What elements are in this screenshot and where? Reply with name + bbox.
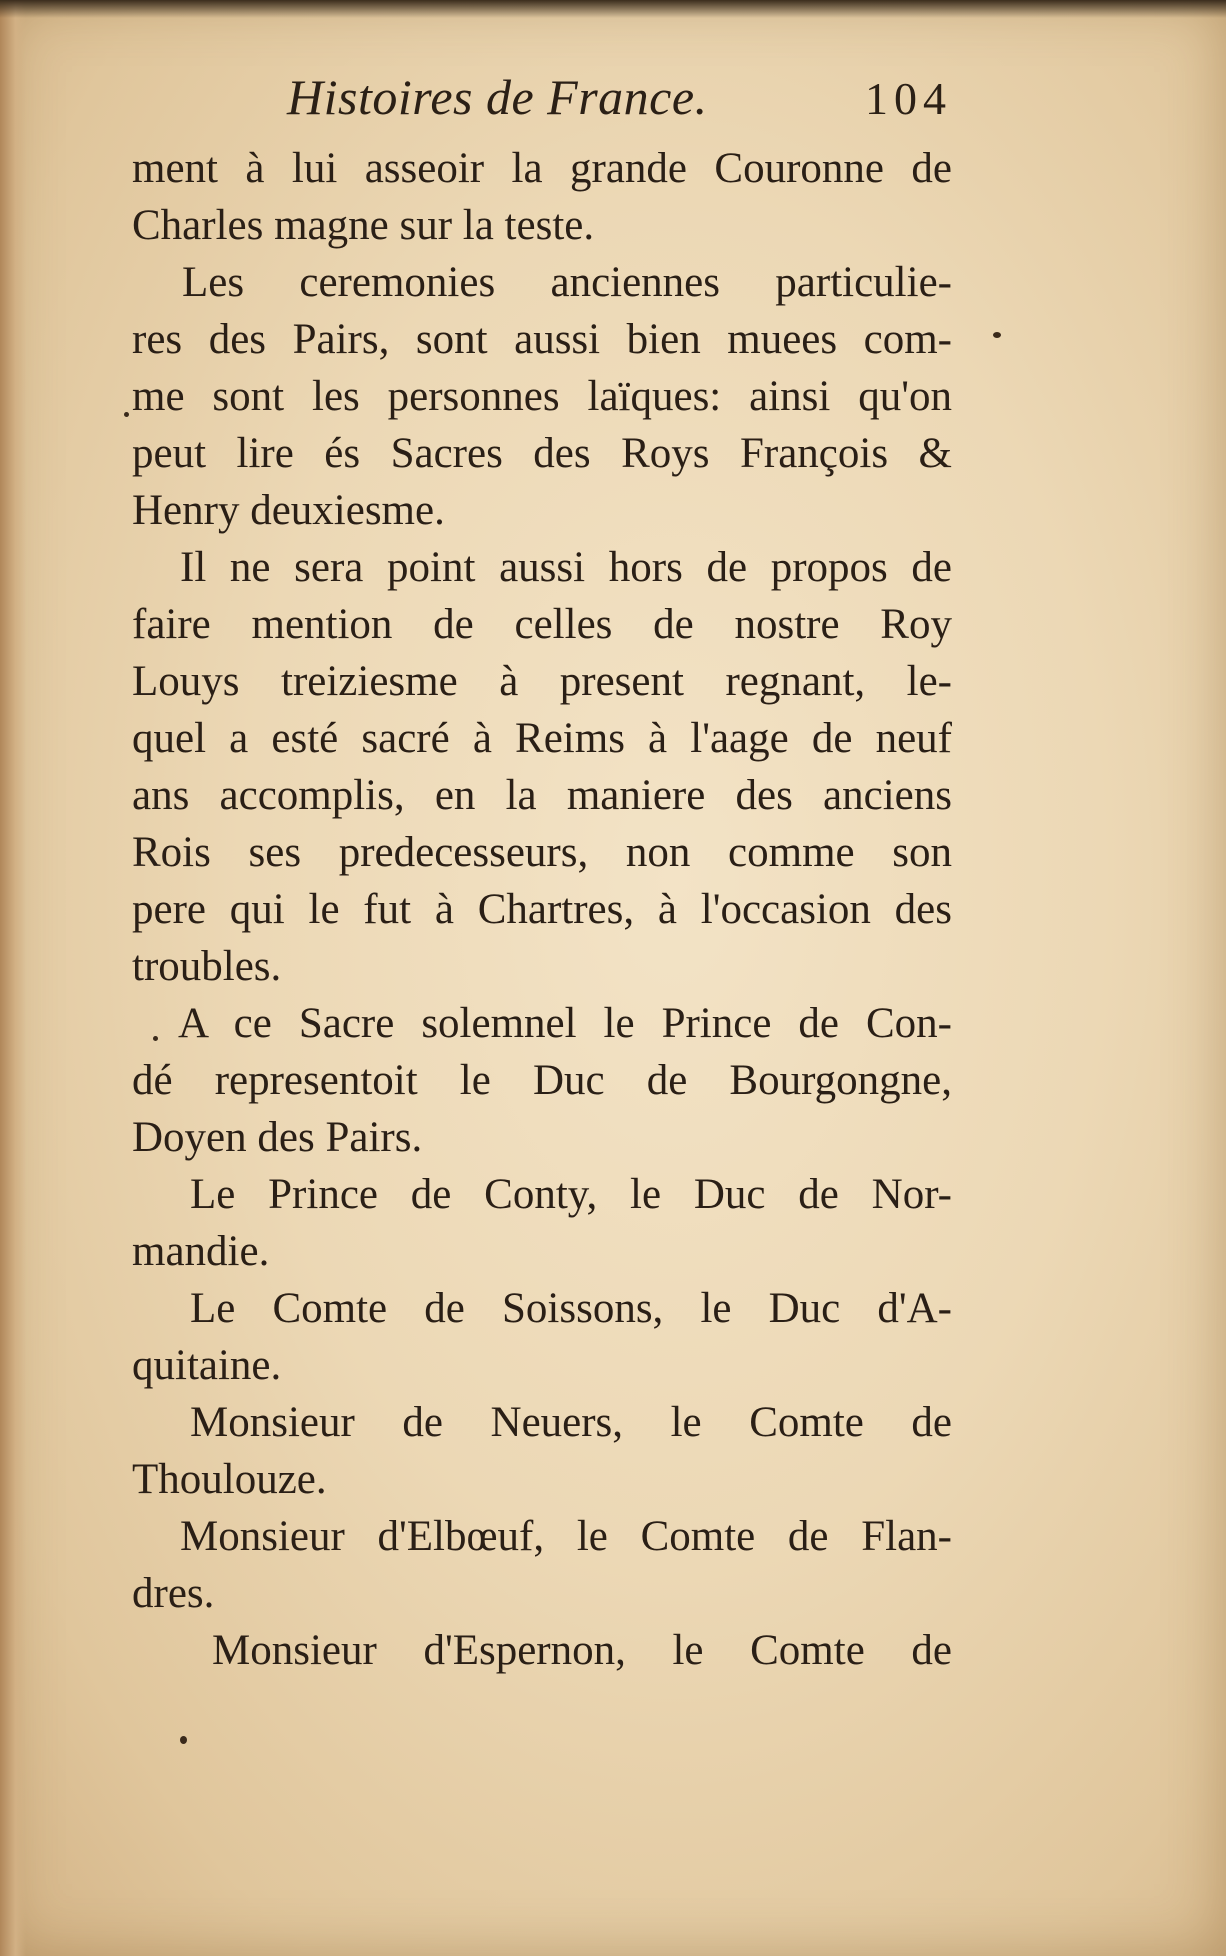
text-line: Henry deuxiesme. (132, 487, 445, 534)
ink-speck (993, 332, 1001, 338)
ink-speck (153, 1036, 158, 1041)
page-binding-edge (0, 0, 26, 1956)
text-line: me sont les personnes laïques: ainsi qu'on (132, 373, 952, 420)
text-line: Monsieur de Neuers, le Comte de (190, 1399, 952, 1446)
text-line: faire mention de celles de nostre Roy (132, 601, 952, 648)
text-line: Il ne sera point aussi hors de propos de (180, 544, 952, 591)
text-line: A ce Sacre solemnel le Prince de Con- (178, 1000, 952, 1047)
text-line: Rois ses predecesseurs, non comme son (132, 829, 952, 876)
text-line: dres. (132, 1570, 215, 1617)
text-line: res des Pairs, sont aussi bien muees com- (132, 316, 952, 363)
text-line: peut lire és Sacres des Roys François & (132, 430, 952, 477)
text-line: troubles. (132, 943, 282, 990)
text-line: Doyen des Pairs. (132, 1114, 423, 1161)
page-header (132, 68, 952, 128)
running-title: Histoires de France. (287, 69, 708, 125)
ink-speck (180, 1736, 187, 1744)
text-line: Le Prince de Conty, le Duc de Nor- (190, 1171, 952, 1218)
text-line: Monsieur d'Elbœuf, le Comte de Flan- (180, 1513, 952, 1560)
text-line: quel a esté sacré à Reims à l'aage de neuf (132, 715, 952, 762)
page-top-edge (0, 0, 1226, 18)
text-line: Thoulouze. (132, 1456, 327, 1503)
text-line: Les ceremonies anciennes particulie- (182, 259, 952, 306)
text-line: Louys treiziesme à present regnant, le- (132, 658, 952, 705)
text-line: Monsieur d'Espernon, le Comte de (212, 1627, 952, 1674)
ink-speck (124, 412, 129, 417)
text-line: Charles magne sur la teste. (132, 202, 595, 249)
text-line: dé representoit le Duc de Bourgongne, (132, 1057, 952, 1104)
page-number: 104 (865, 73, 952, 124)
text-line: ment à lui asseoir la grande Couronne de (132, 145, 952, 192)
text-line: Le Comte de Soissons, le Duc d'A- (190, 1285, 952, 1332)
text-line: ans accomplis, en la maniere des anciens (132, 772, 952, 819)
text-line: mandie. (132, 1228, 270, 1275)
text-line: pere qui le fut à Chartres, à l'occasion des (132, 886, 952, 933)
body-text (132, 140, 952, 1679)
text-line: quitaine. (132, 1342, 282, 1389)
